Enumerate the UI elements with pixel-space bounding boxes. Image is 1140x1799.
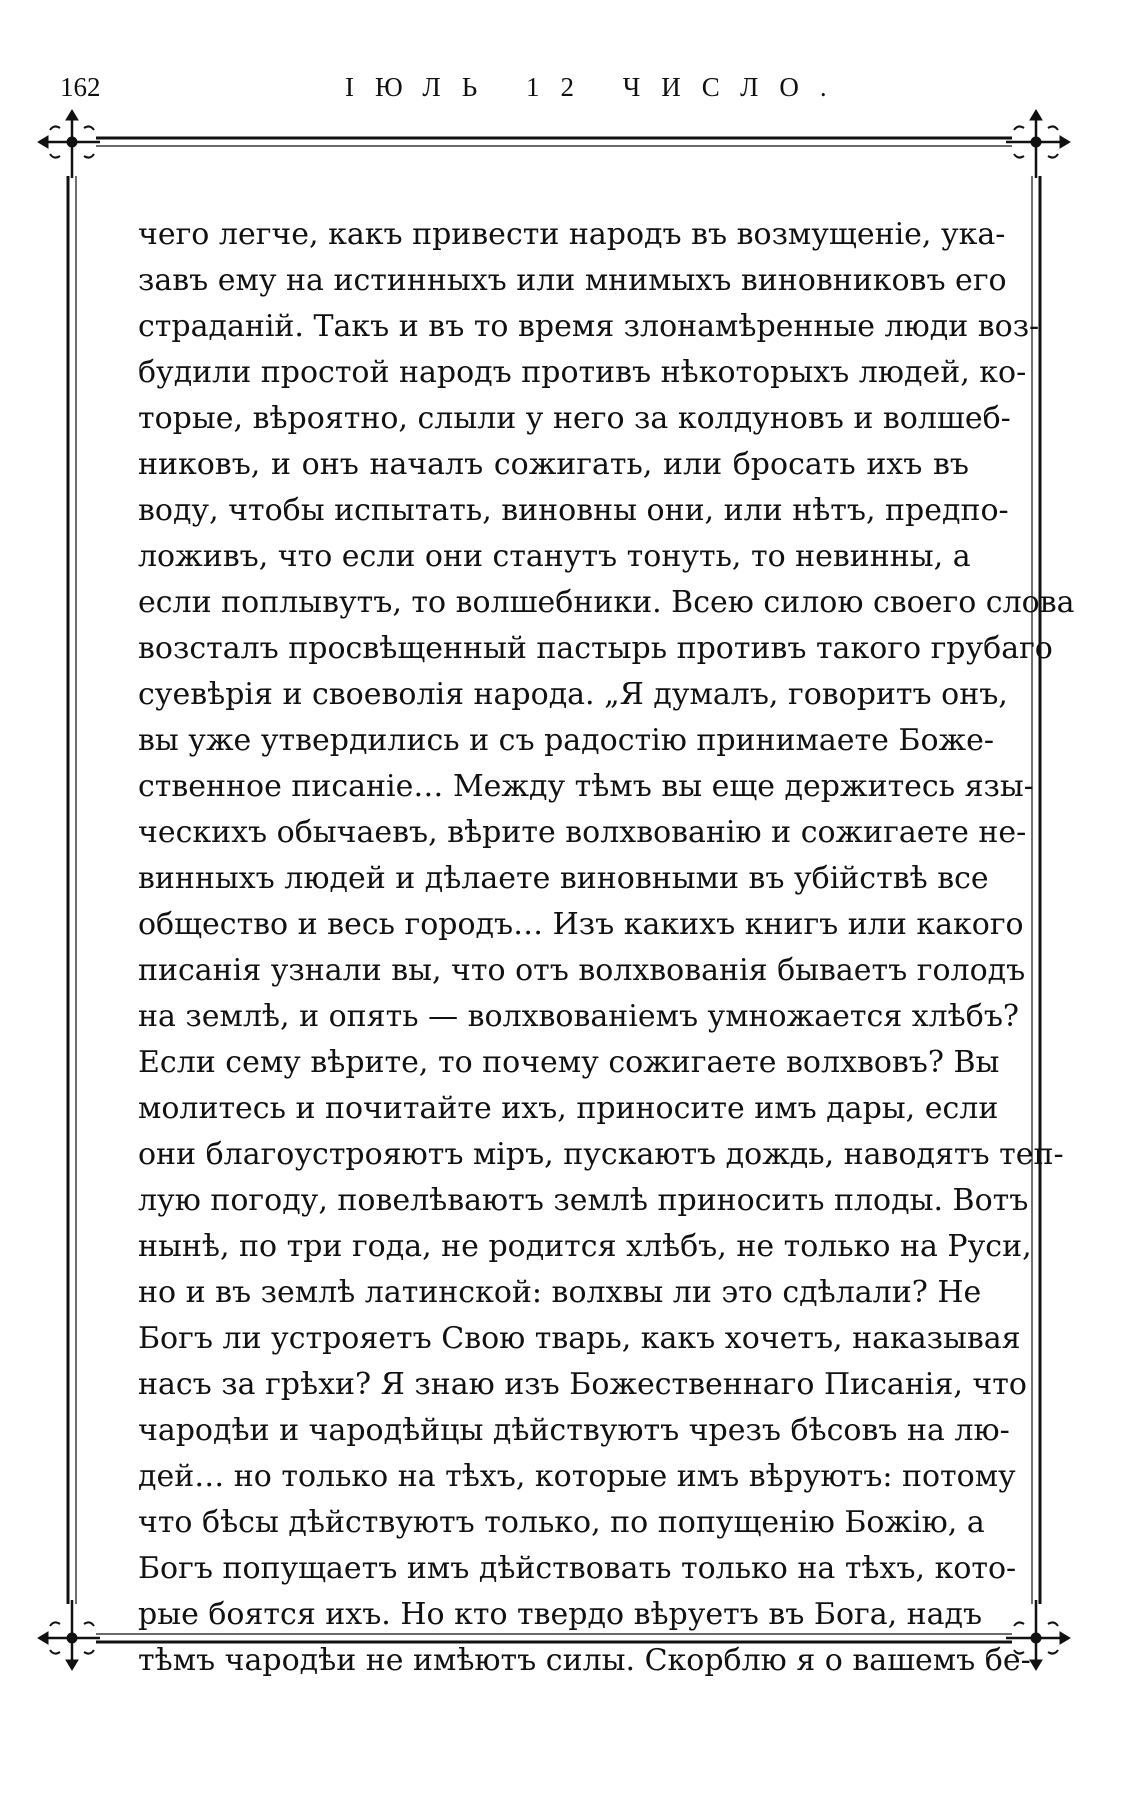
text-line: ческихъ обычаевъ, вѣрите волхвованію и сожигаете не- [138, 815, 1027, 850]
corner-ornament-top-left [38, 110, 100, 178]
text-line: если поплывутъ, то волшебники. Всею силою своего слова [138, 585, 1075, 620]
text-line: завъ ему на истинныхъ или мнимыхъ виновниковъ его [138, 263, 1007, 298]
text-line: Богъ ли устрояетъ Свою тварь, какъ хочетъ, наказывая [138, 1321, 1021, 1356]
text-line: дей… но только на тѣхъ, которые имъ вѣруютъ: потому [138, 1459, 1016, 1494]
page-number: 162 [60, 72, 101, 102]
text-line: винныхъ людей и дѣлаете виновными въ убійствѣ все [138, 861, 989, 896]
text-line: Богъ попущаетъ имъ дѣйствовать только на тѣхъ, кото- [138, 1551, 1017, 1586]
text-line: они благоустрояютъ міръ, пускаютъ дождь, наводятъ теп- [138, 1137, 1064, 1172]
text-line: суевѣрія и своеволія народа. „Я думалъ, говоритъ онъ, [138, 677, 1008, 712]
body-text [138, 212, 1075, 1684]
text-line: чародѣи и чародѣйцы дѣйствуютъ чрезъ бѣсовъ на лю- [138, 1413, 1010, 1448]
corner-ornament-bottom-left [38, 1600, 100, 1670]
text-line: будили простой народъ противъ нѣкоторыхъ людей, ко- [138, 355, 1027, 390]
top-border-rule [96, 138, 1012, 146]
text-line: на землѣ, и опять — волхвованіемъ умножается хлѣбъ? [138, 999, 1020, 1034]
text-line: страданій. Такъ и въ то время злонамѣренные люди воз- [138, 309, 1040, 344]
text-line: ложивъ, что если они станутъ тонуть, то невинны, а [138, 539, 971, 574]
page-header-title: ІЮЛЬ 12 ЧИСЛО. [345, 72, 848, 102]
text-line: нынѣ, по три года, не родится хлѣбъ, не только на Руси, [138, 1229, 1032, 1264]
text-line: ственное писаніе… Между тѣмъ вы еще держитесь язы- [138, 769, 1034, 804]
text-line: вы уже утвердились и съ радостію принимаете Боже- [138, 723, 994, 758]
text-line: рые боятся ихъ. Но кто твердо вѣруетъ въ Бога, надъ [138, 1597, 983, 1632]
text-line: насъ за грѣхи? Я знаю изъ Божественнаго Писанія, что [138, 1367, 1027, 1402]
left-border-rule [68, 176, 76, 1604]
text-line: Если сему вѣрите, то почему сожигаете волхвовъ? Вы [138, 1045, 1000, 1080]
text-line: молитесь и почитайте ихъ, приносите имъ дары, если [138, 1091, 999, 1126]
text-line: общество и весь городъ… Изъ какихъ книгъ или какого [138, 907, 1024, 942]
text-line: никовъ, и онъ началъ сожигать, или бросать ихъ въ [138, 447, 969, 482]
text-line: чего легче, какъ привести народъ въ возмущеніе, ука- [138, 217, 1006, 252]
text-line: лую погоду, повелѣваютъ землѣ приносить плоды. Вотъ [138, 1183, 1029, 1218]
text-line: но и въ землѣ латинской: волхвы ли это сдѣлали? Не [138, 1275, 982, 1310]
text-line: что бѣсы дѣйствуютъ только, по попущенію Божію, а [138, 1505, 985, 1540]
text-line: воду, чтобы испытать, виновны они, или нѣтъ, предпо- [138, 493, 1009, 528]
text-line: возсталъ просвѣщенный пастырь противъ такого грубаго [138, 631, 1053, 666]
text-line: писанія узнали вы, что отъ волхвованія бываетъ голодъ [138, 953, 1026, 988]
text-line: торые, вѣроятно, слыли у него за колдуновъ и волшеб- [138, 401, 1011, 436]
text-line: тѣмъ чародѣи не имѣютъ силы. Скорблю я о вашемъ бе- [138, 1643, 1031, 1678]
right-border-rule [1032, 176, 1040, 1604]
corner-ornament-top-right [1006, 110, 1070, 178]
